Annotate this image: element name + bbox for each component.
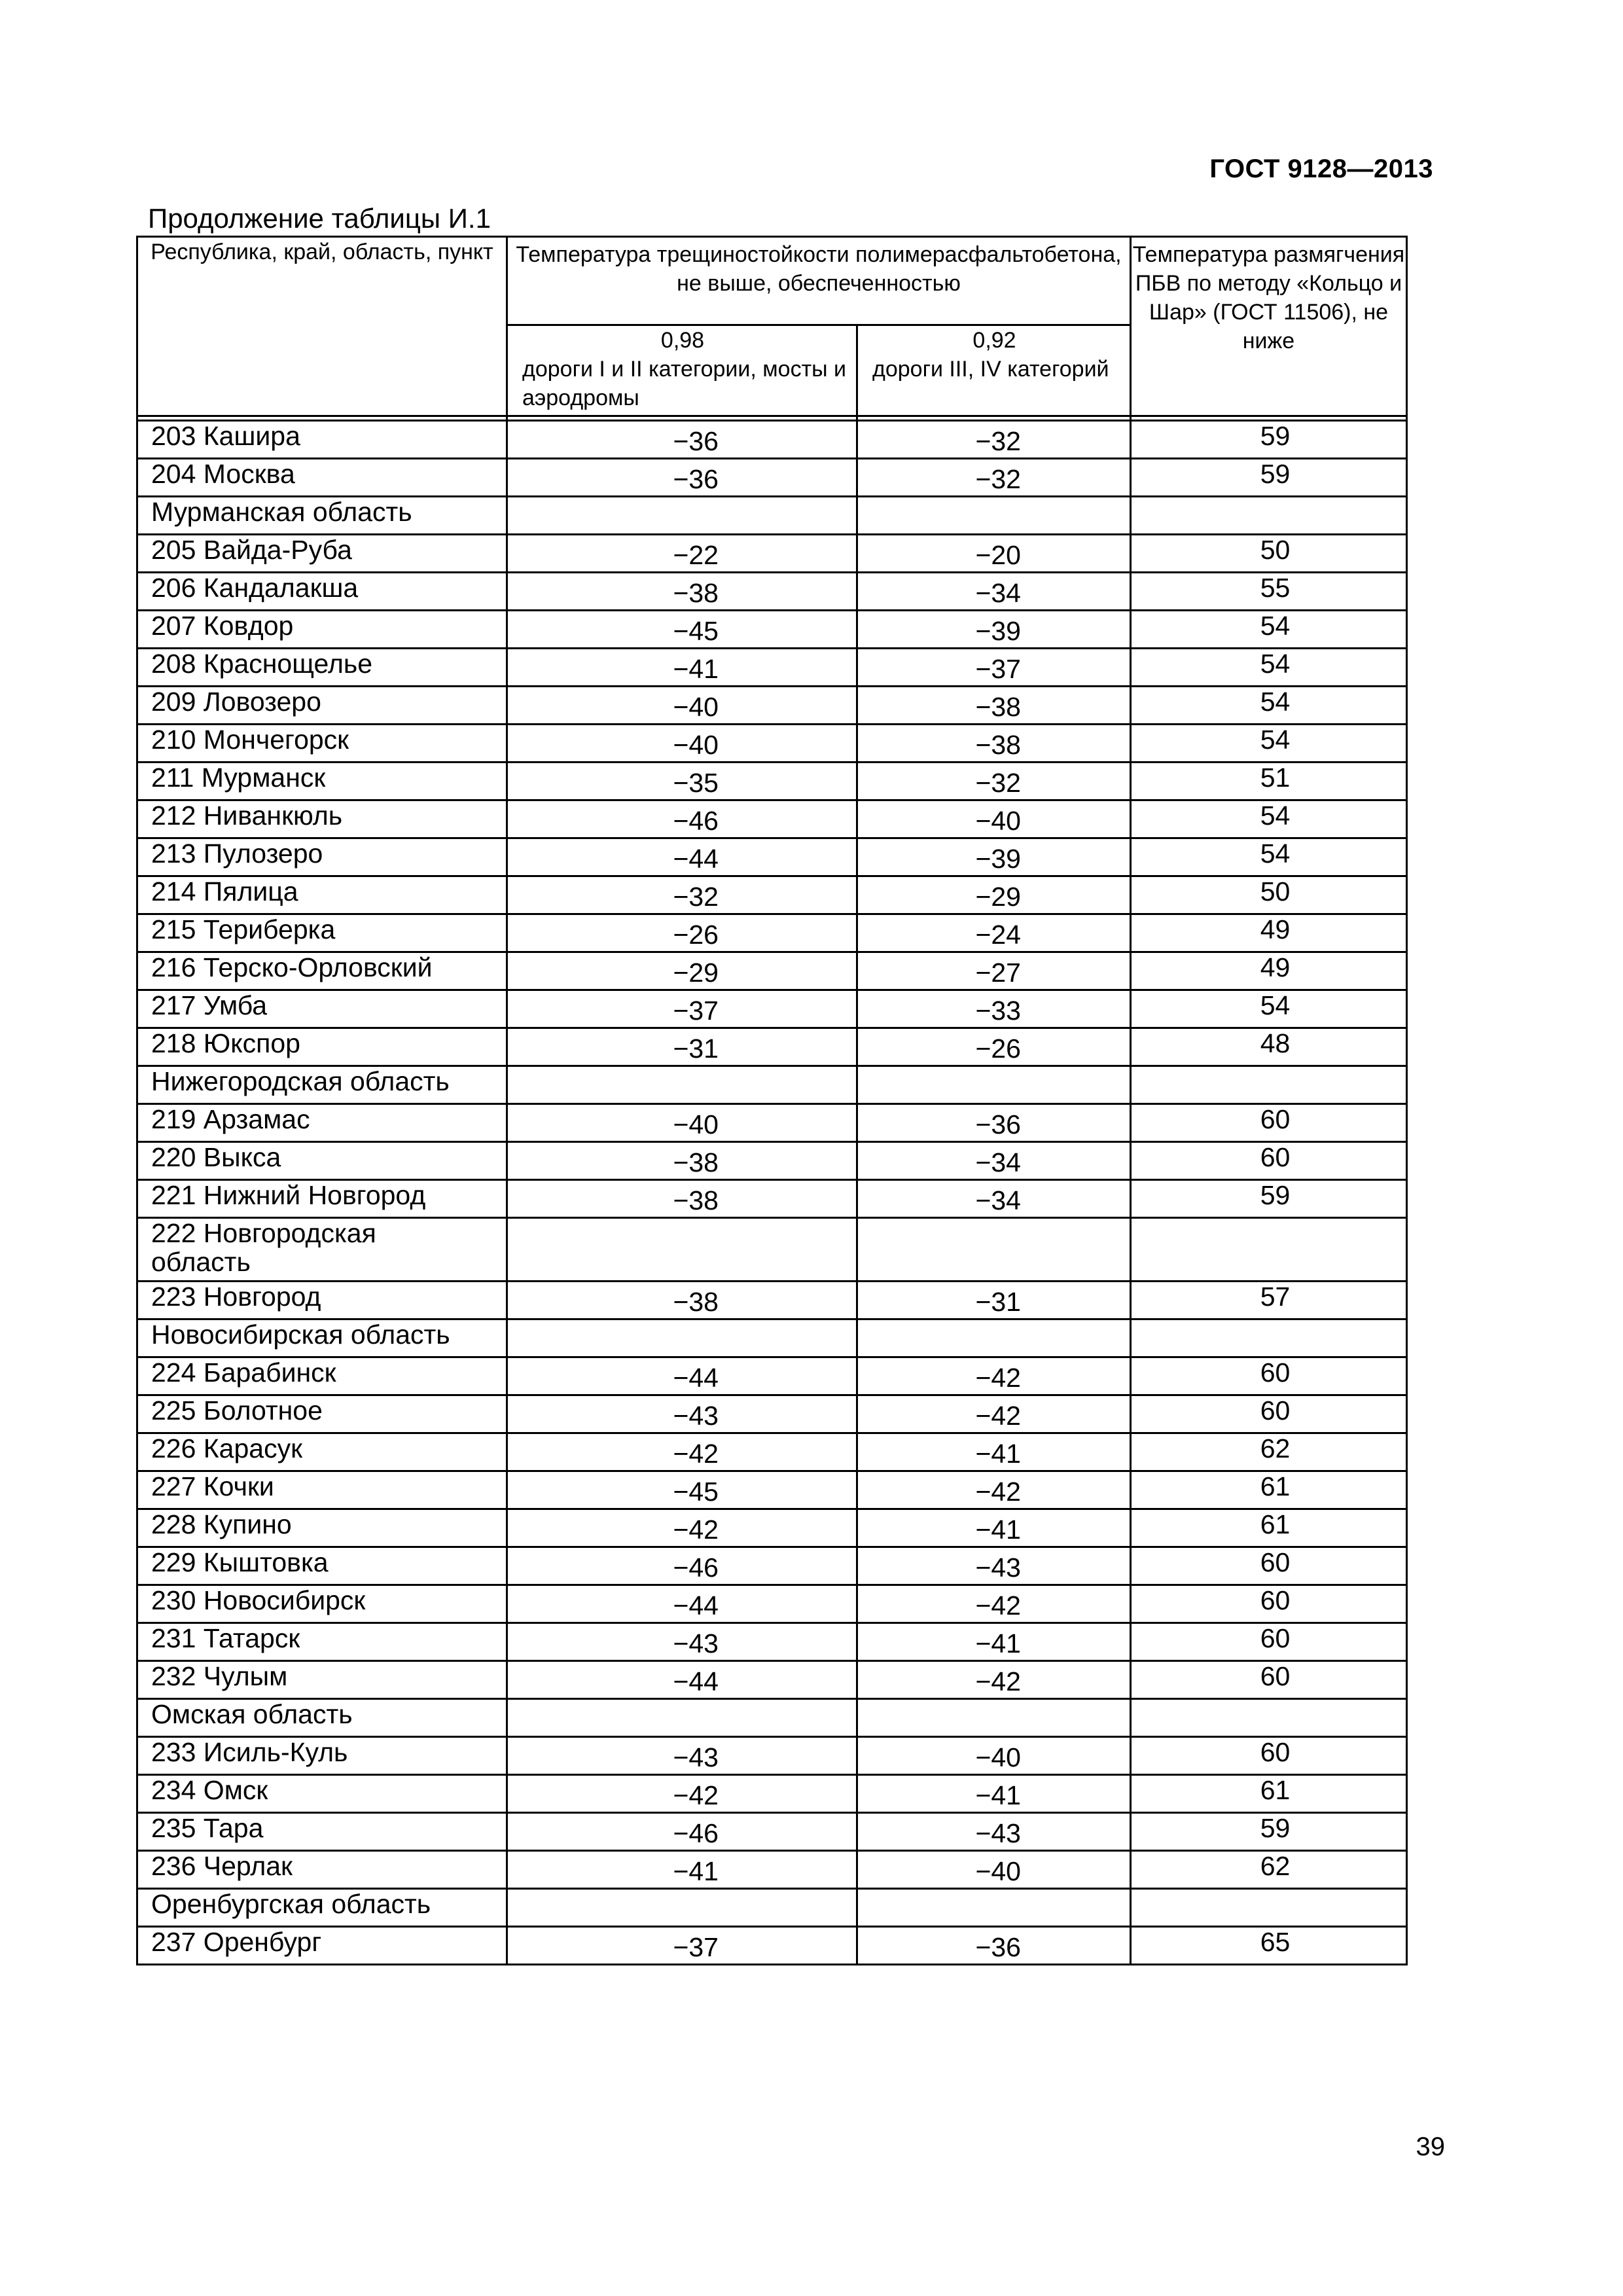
- row-location: 208 Краснощелье: [137, 649, 507, 687]
- row-softening-temp: 59: [1131, 421, 1407, 459]
- page-number: 39: [1416, 2132, 1445, 2161]
- row-temp-092: −38: [857, 687, 1131, 725]
- row-softening-temp: 54: [1131, 838, 1407, 876]
- row-softening-temp: 50: [1131, 535, 1407, 573]
- header-softening-temp: Температура размягчения ПБВ по методу «Кольцо и Шар» (ГОСТ 11506), не ниже: [1131, 237, 1407, 416]
- table-caption: Продолжение таблицы И.1: [148, 203, 491, 234]
- row-location: 234 Омск: [137, 1775, 507, 1813]
- row-temp-092: −43: [857, 1813, 1131, 1851]
- row-temp-098: −46: [507, 800, 857, 838]
- row-temp-098: −40: [507, 1104, 857, 1142]
- row-softening-temp: 55: [1131, 573, 1407, 611]
- row-temp-092: −42: [857, 1661, 1131, 1699]
- document-code: ГОСТ 9128—2013: [1209, 154, 1433, 183]
- row-softening-temp: 48: [1131, 1028, 1407, 1066]
- row-temp-092: [857, 1066, 1131, 1104]
- row-temp-092: −33: [857, 990, 1131, 1028]
- row-temp-098: [507, 1066, 857, 1104]
- row-temp-098: −38: [507, 1180, 857, 1218]
- row-temp-092: −34: [857, 1180, 1131, 1218]
- table-row: [137, 1180, 1407, 1218]
- row-location: 235 Тара: [137, 1813, 507, 1851]
- row-temp-098: −44: [507, 1357, 857, 1395]
- table-row: [137, 535, 1407, 573]
- table-row: [137, 914, 1407, 952]
- table-row: [137, 1471, 1407, 1509]
- table-row: [137, 952, 1407, 990]
- table-row: [137, 1889, 1407, 1927]
- row-temp-092: −29: [857, 876, 1131, 914]
- row-location: 223 Новгород: [137, 1282, 507, 1319]
- row-temp-092: −42: [857, 1395, 1131, 1433]
- row-softening-temp: 60: [1131, 1547, 1407, 1585]
- row-temp-098: −42: [507, 1433, 857, 1471]
- row-temp-092: [857, 1218, 1131, 1282]
- row-temp-098: −38: [507, 1142, 857, 1180]
- row-temp-098: −44: [507, 1661, 857, 1699]
- row-softening-temp: 60: [1131, 1357, 1407, 1395]
- row-location: 207 Ковдор: [137, 611, 507, 649]
- row-temp-092: −37: [857, 649, 1131, 687]
- row-temp-098: −44: [507, 1585, 857, 1623]
- row-location: 231 Татарск: [137, 1623, 507, 1661]
- row-softening-temp: 60: [1131, 1585, 1407, 1623]
- table-row: [137, 838, 1407, 876]
- row-location: 233 Исиль-Куль: [137, 1737, 507, 1775]
- row-temp-092: −24: [857, 914, 1131, 952]
- row-temp-092: −39: [857, 611, 1131, 649]
- row-temp-092: −32: [857, 762, 1131, 800]
- header-sub-098-value: 0,98: [660, 328, 705, 353]
- row-softening-temp: 61: [1131, 1509, 1407, 1547]
- row-location: 229 Кыштовка: [137, 1547, 507, 1585]
- row-softening-temp: [1131, 1066, 1407, 1104]
- row-location: 203 Кашира: [137, 421, 507, 459]
- row-softening-temp: 59: [1131, 1813, 1407, 1851]
- row-softening-temp: 51: [1131, 762, 1407, 800]
- row-softening-temp: 65: [1131, 1927, 1407, 1965]
- row-temp-098: −37: [507, 1927, 857, 1965]
- row-softening-temp: 62: [1131, 1433, 1407, 1471]
- row-softening-temp: [1131, 497, 1407, 535]
- row-temp-098: −26: [507, 914, 857, 952]
- row-temp-098: −43: [507, 1623, 857, 1661]
- header-sub-092: [857, 325, 1131, 416]
- row-location: 210 Мончегорск: [137, 725, 507, 762]
- row-softening-temp: 59: [1131, 459, 1407, 497]
- row-softening-temp: 50: [1131, 876, 1407, 914]
- table-row: [137, 1699, 1407, 1737]
- row-temp-098: −40: [507, 725, 857, 762]
- row-location: 224 Барабинск: [137, 1357, 507, 1395]
- table-row: [137, 1737, 1407, 1775]
- row-temp-092: −42: [857, 1585, 1131, 1623]
- row-softening-temp: 54: [1131, 990, 1407, 1028]
- row-location: 204 Москва: [137, 459, 507, 497]
- row-temp-098: −42: [507, 1509, 857, 1547]
- row-temp-092: −32: [857, 421, 1131, 459]
- row-location: 209 Ловозеро: [137, 687, 507, 725]
- row-temp-092: −26: [857, 1028, 1131, 1066]
- row-temp-092: [857, 1889, 1131, 1927]
- row-temp-092: −31: [857, 1282, 1131, 1319]
- row-location: 225 Болотное: [137, 1395, 507, 1433]
- row-temp-092: −39: [857, 838, 1131, 876]
- row-softening-temp: 60: [1131, 1104, 1407, 1142]
- row-location: 214 Пялица: [137, 876, 507, 914]
- row-location: 217 Умба: [137, 990, 507, 1028]
- row-softening-temp: 60: [1131, 1395, 1407, 1433]
- row-temp-098: −46: [507, 1813, 857, 1851]
- row-temp-092: −41: [857, 1623, 1131, 1661]
- table-row: [137, 1927, 1407, 1965]
- row-temp-092: −34: [857, 1142, 1131, 1180]
- row-location: 220 Выкса: [137, 1142, 507, 1180]
- row-location: 206 Кандалакша: [137, 573, 507, 611]
- row-location: 226 Карасук: [137, 1433, 507, 1471]
- table-row: [137, 1142, 1407, 1180]
- table-row: [137, 1433, 1407, 1471]
- row-location: Новосибирская область: [137, 1319, 507, 1357]
- row-softening-temp: 57: [1131, 1282, 1407, 1319]
- table-row: [137, 1104, 1407, 1142]
- row-temp-092: −41: [857, 1509, 1131, 1547]
- table-row: [137, 1066, 1407, 1104]
- row-temp-098: −22: [507, 535, 857, 573]
- row-location: Нижегородская область: [137, 1066, 507, 1104]
- row-softening-temp: 49: [1131, 952, 1407, 990]
- row-location: 213 Пулозеро: [137, 838, 507, 876]
- row-temp-092: −41: [857, 1775, 1131, 1813]
- header-sub-098: [507, 325, 857, 416]
- row-location: 218 Юкспор: [137, 1028, 507, 1066]
- row-softening-temp: 61: [1131, 1775, 1407, 1813]
- row-temp-098: [507, 1319, 857, 1357]
- row-location: 227 Кочки: [137, 1471, 507, 1509]
- row-location: 228 Купино: [137, 1509, 507, 1547]
- table-row: [137, 762, 1407, 800]
- row-softening-temp: 60: [1131, 1142, 1407, 1180]
- row-softening-temp: 60: [1131, 1661, 1407, 1699]
- row-temp-092: −32: [857, 459, 1131, 497]
- row-temp-092: [857, 1319, 1131, 1357]
- row-temp-098: −35: [507, 762, 857, 800]
- row-temp-098: −29: [507, 952, 857, 990]
- row-temp-098: −38: [507, 1282, 857, 1319]
- row-softening-temp: 54: [1131, 725, 1407, 762]
- row-location: 237 Оренбург: [137, 1927, 507, 1965]
- row-temp-092: −38: [857, 725, 1131, 762]
- row-temp-092: [857, 497, 1131, 535]
- row-softening-temp: [1131, 1218, 1407, 1282]
- row-temp-098: −31: [507, 1028, 857, 1066]
- row-location: 222 Новгородская область: [137, 1218, 507, 1282]
- table-row: [137, 1775, 1407, 1813]
- row-softening-temp: 60: [1131, 1623, 1407, 1661]
- row-location: 232 Чулым: [137, 1661, 507, 1699]
- temperature-table: [136, 236, 1408, 1965]
- table-row: [137, 459, 1407, 497]
- row-softening-temp: 54: [1131, 611, 1407, 649]
- row-location: Омская область: [137, 1699, 507, 1737]
- row-location: 230 Новосибирск: [137, 1585, 507, 1623]
- row-temp-092: −20: [857, 535, 1131, 573]
- row-temp-098: −32: [507, 876, 857, 914]
- row-temp-098: −45: [507, 1471, 857, 1509]
- table-row: [137, 573, 1407, 611]
- row-location: 212 Ниванкюль: [137, 800, 507, 838]
- header-region: Республика, край, область, пункт: [137, 237, 507, 416]
- row-temp-098: −36: [507, 459, 857, 497]
- row-temp-098: [507, 1218, 857, 1282]
- table-row: [137, 1357, 1407, 1395]
- row-softening-temp: [1131, 1319, 1407, 1357]
- row-softening-temp: 62: [1131, 1851, 1407, 1889]
- row-temp-092: −36: [857, 1927, 1131, 1965]
- table-row: [137, 421, 1407, 459]
- row-temp-092: [857, 1699, 1131, 1737]
- table-row: [137, 649, 1407, 687]
- table-row: [137, 876, 1407, 914]
- table-row: [137, 1623, 1407, 1661]
- row-softening-temp: 54: [1131, 800, 1407, 838]
- row-temp-092: −40: [857, 800, 1131, 838]
- row-temp-098: −46: [507, 1547, 857, 1585]
- row-temp-092: −27: [857, 952, 1131, 990]
- header-sub-098-label: дороги I и II категории, мосты и аэродромы: [522, 357, 847, 410]
- table-row: [137, 611, 1407, 649]
- table-row: [137, 497, 1407, 535]
- header-crack-temp: Температура трещиностойкости полимерасфальтобетона, не выше, обеспеченностью: [507, 237, 1131, 325]
- header-sub-092-value: 0,92: [972, 328, 1016, 353]
- table-row: [137, 1218, 1407, 1282]
- row-temp-098: [507, 1889, 857, 1927]
- table-row: [137, 1282, 1407, 1319]
- row-temp-092: −42: [857, 1357, 1131, 1395]
- table-row: [137, 687, 1407, 725]
- row-temp-098: −45: [507, 611, 857, 649]
- row-temp-092: −36: [857, 1104, 1131, 1142]
- row-softening-temp: [1131, 1889, 1407, 1927]
- row-location: Мурманская область: [137, 497, 507, 535]
- row-temp-098: −42: [507, 1775, 857, 1813]
- row-softening-temp: 60: [1131, 1737, 1407, 1775]
- row-location: Оренбургская область: [137, 1889, 507, 1927]
- row-temp-098: −36: [507, 421, 857, 459]
- table-body: [137, 421, 1407, 1965]
- table-row: [137, 1547, 1407, 1585]
- row-temp-098: −38: [507, 573, 857, 611]
- row-location: 219 Арзамас: [137, 1104, 507, 1142]
- table-row: [137, 1851, 1407, 1889]
- row-temp-098: −37: [507, 990, 857, 1028]
- row-temp-098: [507, 1699, 857, 1737]
- table-header: [137, 237, 1407, 421]
- row-temp-092: −40: [857, 1737, 1131, 1775]
- row-softening-temp: 59: [1131, 1180, 1407, 1218]
- table-row: [137, 990, 1407, 1028]
- row-temp-092: −34: [857, 573, 1131, 611]
- row-temp-092: −42: [857, 1471, 1131, 1509]
- row-temp-098: −44: [507, 838, 857, 876]
- row-temp-092: −41: [857, 1433, 1131, 1471]
- table-row: [137, 800, 1407, 838]
- row-softening-temp: [1131, 1699, 1407, 1737]
- row-temp-092: −40: [857, 1851, 1131, 1889]
- row-temp-098: [507, 497, 857, 535]
- row-softening-temp: 54: [1131, 649, 1407, 687]
- row-temp-098: −43: [507, 1737, 857, 1775]
- table-row: [137, 1319, 1407, 1357]
- row-temp-092: −43: [857, 1547, 1131, 1585]
- row-location: 211 Мурманск: [137, 762, 507, 800]
- table-row: [137, 1028, 1407, 1066]
- row-temp-098: −43: [507, 1395, 857, 1433]
- row-location: 216 Терско-Орловский: [137, 952, 507, 990]
- row-location: 205 Вайда-Руба: [137, 535, 507, 573]
- row-temp-098: −41: [507, 1851, 857, 1889]
- table-row: [137, 1813, 1407, 1851]
- table-row: [137, 725, 1407, 762]
- row-location: 221 Нижний Новгород: [137, 1180, 507, 1218]
- header-sub-092-label: дороги III, IV категорий: [872, 357, 1109, 382]
- table-row: [137, 1661, 1407, 1699]
- row-softening-temp: 61: [1131, 1471, 1407, 1509]
- table-row: [137, 1509, 1407, 1547]
- row-softening-temp: 54: [1131, 687, 1407, 725]
- row-location: 215 Териберка: [137, 914, 507, 952]
- table-row: [137, 1395, 1407, 1433]
- row-location: 236 Черлак: [137, 1851, 507, 1889]
- table-row: [137, 1585, 1407, 1623]
- row-softening-temp: 49: [1131, 914, 1407, 952]
- row-temp-098: −40: [507, 687, 857, 725]
- row-temp-098: −41: [507, 649, 857, 687]
